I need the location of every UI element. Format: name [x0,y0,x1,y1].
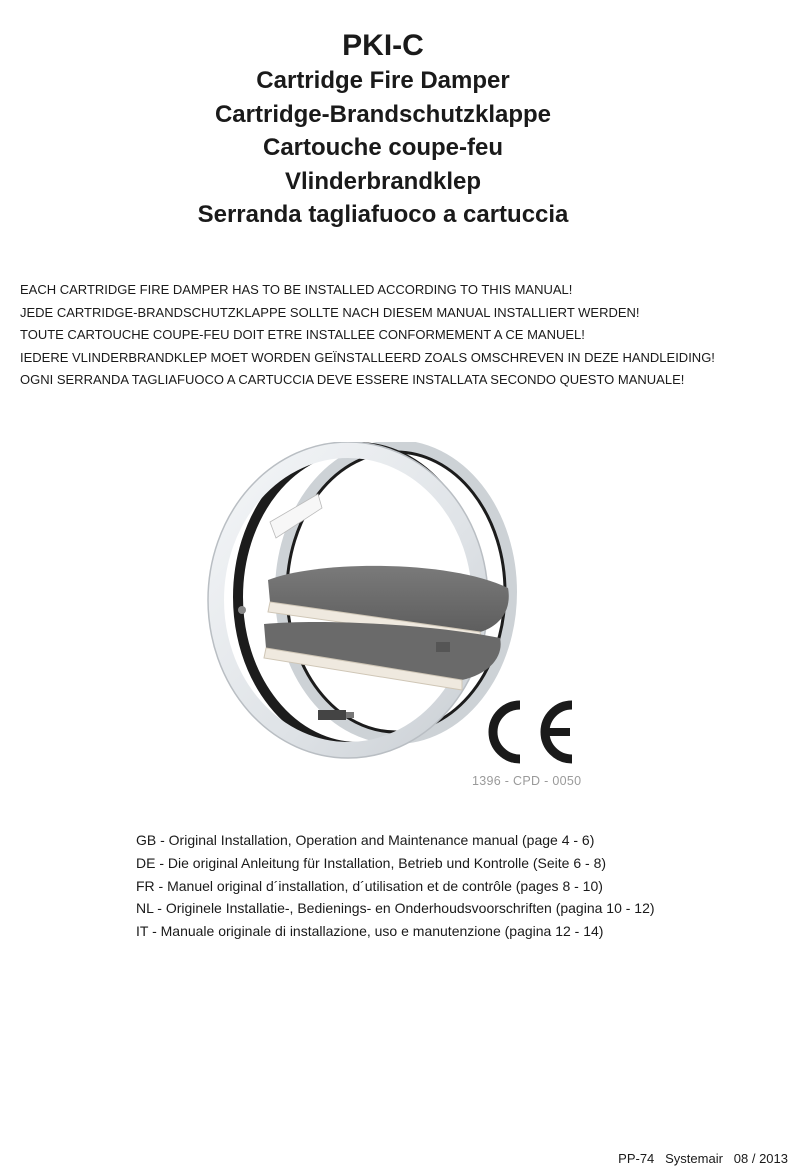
installation-notice [20,279,790,392]
manual-item-nl: NL - Originele Installatie-, Bedienings- en Onderhoudsvoorschriften (pagina 10 - 12) [136,900,655,917]
manual-item-de: DE - Die original Anleitung für Installation, Betrieb und Kontrolle (Seite 6 - 8) [136,854,607,871]
manual-item-fr: FR - Manuel original d´installation, d´utilisation et de contrôle (pages 8 - 10) [136,877,603,894]
notice-fr: TOUTE CARTOUCHE COUPE-FEU DOIT ETRE INSTALLEE CONFORMEMENT A CE MANUEL! [20,327,585,342]
title-de: Cartridge-Brandschutzklappe [214,100,552,128]
title-nl: Vlinderbrandklep [284,167,482,195]
ce-mark-icon [476,697,576,767]
manual-item-gb: GB - Original Installation, Operation and Maintenance manual (page 4 - 6) [136,832,595,848]
notice-nl: IEDERE VLINDERBRANDKLEP MOET WORDEN GEÏNSTALLEERD ZOALS OMSCHREVEN IN DEZE HANDLEIDING! [20,349,715,365]
title-en: Cartridge Fire Damper [256,67,510,94]
product-model: PKI-C [342,29,424,62]
footer-brand: Systemair [665,1151,723,1166]
title-fr: Cartouche coupe-feu [262,134,504,161]
notice-de: JEDE CARTRIDGE-BRANDSCHUTZKLAPPE SOLLTE NACH DIESEM MANUAL INSTALLIERT WERDEN! [20,304,640,320]
manual-item-it: IT - Manuale originale di installazione, uso e manutenzione (pagina 12 - 14) [136,923,604,940]
notice-en: EACH CARTRIDGE FIRE DAMPER HAS TO BE INSTALLED ACCORDING TO THIS MANUAL! [20,282,573,297]
title-block [0,28,766,232]
manual-language-list [136,829,655,943]
ce-certificate-number: 1396 - CPD - 0050 [472,774,582,788]
notice-it: OGNI SERRANDA TAGLIAFUOCO A CARTUCCIA DEVE ESSERE INSTALLATA SECONDO QUESTO MANUALE! [20,372,685,387]
fire-damper-photo [200,442,520,762]
title-it: Serranda tagliafuoco a cartuccia [197,201,569,228]
footer-code: PP-74 [618,1151,655,1166]
page-footer [618,1151,788,1166]
footer-date: 08 / 2013 [733,1151,788,1166]
